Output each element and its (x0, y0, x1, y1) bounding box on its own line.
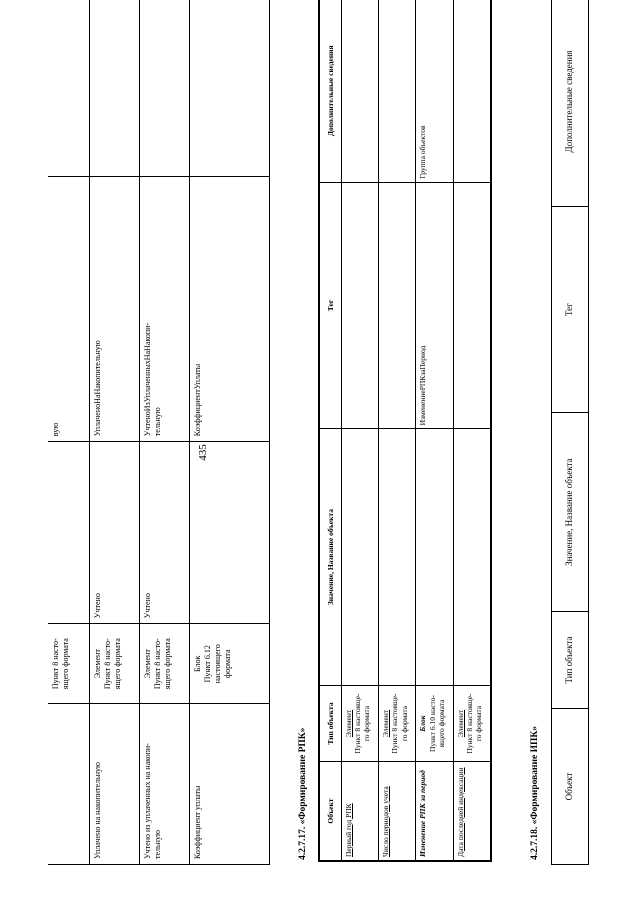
cell-object (416, 762, 453, 861)
cell-tag: ИзменениеРПКзаПериод (416, 182, 453, 429)
cell-tag: вую (48, 176, 90, 441)
cell-info (453, 0, 491, 182)
cell-value (416, 429, 453, 686)
table-row (453, 0, 491, 861)
cell-info (190, 0, 270, 176)
section-heading-rpk: 4.2.7.17. «Формирование РПК» (298, 727, 308, 860)
col-header-object: Объект (552, 709, 589, 865)
type-ref: Пункт 6.10 насто- ящего формата (427, 695, 446, 752)
cell-type: Элемент Пункт 8 насто- ящего формата (90, 624, 140, 704)
cell-tag: УчтеноИзУплаченныхНаНакопи- тельную (140, 176, 190, 441)
cell-tag (453, 182, 491, 429)
type-ref: Пункт 8 настояще- го формата (352, 693, 372, 754)
cell-value: Учтено (90, 442, 140, 624)
cell-type (416, 685, 453, 761)
cell-info: Группа объектов (416, 0, 453, 182)
type-kind: Блок (418, 715, 428, 732)
table-header-row (552, 0, 589, 865)
type-ref: Пункт 8 настояще- го формата (464, 693, 484, 754)
col-header-type: Тип объекта (552, 612, 589, 709)
col-header-tag: Тег (319, 182, 341, 429)
cell-info (48, 0, 90, 176)
table-object-list-continued (48, 0, 270, 865)
table-row (48, 0, 90, 865)
col-header-info: Дополнительные сведения (319, 0, 341, 182)
object-name: Изменение РПК за период (418, 770, 428, 857)
cell-value (341, 429, 378, 686)
col-header-type: Тип объекта (319, 685, 341, 761)
col-header-object: Объект (319, 762, 341, 861)
table-row (90, 0, 140, 865)
cell-object: Уплачено на накопительную (90, 704, 140, 865)
table-row (341, 0, 378, 861)
table-row (140, 0, 190, 865)
cell-object (378, 762, 415, 861)
object-name: Число периодов учета (380, 786, 390, 857)
cell-object: Учтено из уплаченных на накопи- тельную (140, 704, 190, 865)
cell-object: Коэффициент уплаты (190, 704, 270, 865)
cell-type (341, 685, 378, 761)
cell-tag: КоэффициентУплаты (190, 176, 270, 441)
table-row (190, 0, 270, 865)
cell-type (453, 685, 491, 761)
cell-value (453, 429, 491, 686)
cell-tag: УплаченоНаНакопительную (90, 176, 140, 441)
table-header-row (319, 0, 341, 861)
col-header-tag: Тег (552, 206, 589, 412)
cell-type: Пункт 8 насто- ящего формата (48, 624, 90, 704)
type-kind: Элемент (380, 709, 390, 738)
table-row (416, 0, 453, 861)
table-rpk-formation (318, 0, 492, 862)
cell-value: Учтено (140, 442, 190, 624)
cell-tag (378, 182, 415, 429)
table-ipk-formation (551, 0, 589, 865)
cell-type (378, 685, 415, 761)
cell-tag (341, 182, 378, 429)
col-header-info: Дополнительные сведения (552, 0, 589, 206)
section-heading-ipk: 4.2.7.18. «Формирование ИПК» (530, 725, 540, 860)
object-name: Первый год РПК (343, 803, 353, 857)
cell-value (190, 442, 270, 624)
cell-info (140, 0, 190, 176)
col-header-value: Значение, Название объекта (319, 429, 341, 686)
cell-object (453, 762, 491, 861)
table-row (378, 0, 415, 861)
cell-value (378, 429, 415, 686)
type-kind: Элемент (455, 709, 465, 738)
col-header-value: Значение, Название объекта (552, 413, 589, 612)
page-number: 435 (197, 444, 209, 461)
cell-type: Блок Пункт 6.12 настоящего формата (190, 624, 270, 704)
type-kind: Элемент (343, 709, 353, 738)
cell-info (378, 0, 415, 182)
cell-value (48, 442, 90, 624)
cell-object (48, 704, 90, 865)
object-name: Дата последней индексации (455, 767, 465, 857)
cell-info (90, 0, 140, 176)
cell-object (341, 762, 378, 861)
cell-info (341, 0, 378, 182)
cell-type: Элемент Пункт 8 насто- ящего формата (140, 624, 190, 704)
type-ref: Пункт 8 настояще- го формата (390, 693, 409, 754)
